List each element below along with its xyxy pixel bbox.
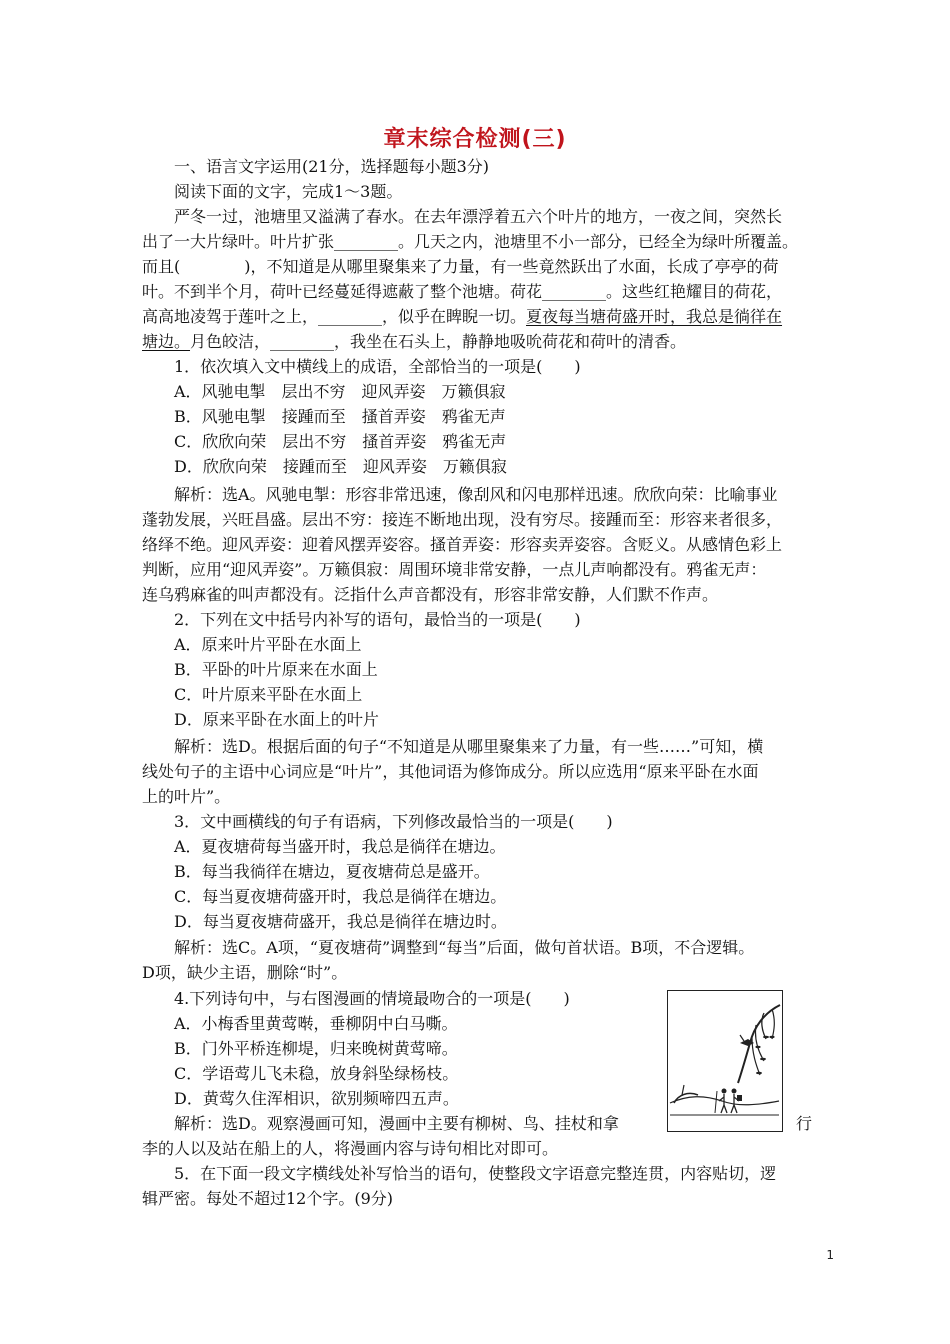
passage-line: 出了一大片绿叶。叶片扩张________。几天之内，池塘里不小一部分，已经全为绿叶所覆盖。 (142, 232, 799, 251)
question-3-analysis: D项，缺少主语，删除“时”。 (142, 963, 348, 982)
underlined-sentence-end: 塘边。 (142, 332, 191, 351)
willow-bird-travelers-icon (668, 991, 781, 1130)
question-1-analysis: 蓬勃发展，兴旺昌盛。层出不穷：接连不断地出现，没有穷尽。接踵而至：形容来者很多， (142, 510, 783, 529)
question-2-option-c: C．叶片原来平卧在水面上 (174, 685, 363, 704)
page-number: 1 (826, 1248, 834, 1262)
question-3-option-a: A．夏夜塘荷每当盛开时，我总是徜徉在塘边。 (174, 837, 506, 856)
question-3-option-c: C．每当夏夜塘荷盛开时，我总是徜徉在塘边。 (174, 887, 507, 906)
question-2-option-d: D．原来平卧在水面上的叶片 (174, 710, 379, 729)
question-3-stem: 3．文中画横线的句子有语病，下列修改最恰当的一项是( ) (174, 812, 613, 831)
question-1-analysis: 判断，应用“迎风弄姿”。万籁俱寂：周围环境非常安静，一点儿声响都没有。鸦雀无声： (142, 560, 767, 579)
passage-line (142, 329, 686, 354)
reading-intro: 阅读下面的文字，完成1～3题。 (174, 182, 403, 201)
passage-line: 严冬一过，池塘里又溢满了春水。在去年漂浮着五六个叶片的地方，一夜之间，突然长 (174, 207, 783, 226)
page-title: 章末综合检测(三) (383, 127, 567, 152)
cartoon-illustration (667, 990, 783, 1132)
passage-line: 叶。不到半个月，荷叶已经蔓延得遮蔽了整个池塘。荷花________。这些红艳耀目的荷花， (142, 282, 783, 301)
question-1-option-b: B．风驰电掣 接踵而至 搔首弄姿 鸦雀无声 (174, 407, 506, 426)
question-1-analysis: 连乌鸦麻雀的叫声都没有。泛指什么声音都没有，形容非常安静，人们默不作声。 (142, 585, 719, 604)
question-4-option-c: C．学语莺儿飞未稳，放身斜坠绿杨枝。 (174, 1064, 459, 1083)
question-1-option-c: C．欣欣向荣 层出不穷 搔首弄姿 鸦雀无声 (174, 432, 507, 451)
passage-text: 月色皎洁，________，我坐在石头上，静静地吸吮荷花和荷叶的清香。 (190, 332, 687, 351)
question-2-analysis: 线处句子的主语中心词应是“叶片”，其他词语为修饰成分。所以应选用“原来平卧在水面 (142, 762, 759, 781)
question-5-stem: 5．在下面一段文字横线处补写恰当的语句，使整段文字语意完整连贯，内容贴切，逻 (174, 1164, 777, 1183)
question-4-stem: 4.下列诗句中，与右图漫画的情境最吻合的一项是( ) (174, 989, 570, 1008)
passage-line (142, 304, 782, 329)
question-2-analysis: 解析：选D。根据后面的句子“不知道是从哪里聚集来了力量，有一些……”可知，横 (174, 737, 764, 756)
question-1-analysis: 络绎不绝。迎风弄姿：迎着风摆弄姿容。搔首弄姿：形容卖弄姿容。含贬义。从感情色彩上 (142, 535, 783, 554)
question-4-option-a: A．小梅香里黄莺啭，垂柳阴中白马嘶。 (174, 1014, 458, 1033)
underlined-sentence: 夏夜每当塘荷盛开时，我总是徜徉在 (526, 307, 783, 326)
question-4-analysis-end: 行 (796, 1114, 813, 1133)
question-2-option-a: A．原来叶片平卧在水面上 (174, 635, 362, 654)
question-4-option-d: D．黄莺久住浑相识，欲别频啼四五声。 (174, 1089, 459, 1108)
question-4-option-b: B．门外平桥连柳堤，归来晚树黄莺啼。 (174, 1039, 458, 1058)
question-3-option-d: D．每当夏夜塘荷盛开，我总是徜徉在塘边时。 (174, 912, 507, 931)
question-1-option-a: A．风驰电掣 层出不穷 迎风弄姿 万籁俱寂 (174, 382, 506, 401)
question-2-analysis: 上的叶片”。 (142, 787, 231, 806)
question-1-option-d: D．欣欣向荣 接踵而至 迎风弄姿 万籁俱寂 (174, 457, 507, 476)
question-2-stem: 2．下列在文中括号内补写的语句，最恰当的一项是( ) (174, 610, 581, 629)
question-2-option-b: B．平卧的叶片原来在水面上 (174, 660, 378, 679)
question-3-option-b: B．每当我徜徉在塘边，夏夜塘荷总是盛开。 (174, 862, 490, 881)
passage-text: 高高地凌驾于莲叶之上，________，似乎在睥睨一切。 (142, 307, 527, 326)
question-4-analysis: 解析：选D。观察漫画可知，漫画中主要有柳树、鸟、挂杖和拿 (174, 1114, 619, 1133)
question-4-analysis: 李的人以及站在船上的人，将漫画内容与诗句相比对即可。 (142, 1139, 559, 1158)
section-heading: 一、语言文字运用(21分，选择题每小题3分) (174, 157, 490, 176)
question-3-analysis: 解析：选C。A项，“夏夜塘荷”调整到“每当”后面，做句首状语。B项，不合逻辑。 (174, 938, 755, 957)
question-5-stem: 辑严密。每处不超过12个字。(9分) (142, 1189, 394, 1208)
question-1-analysis: 解析：选A。风驰电掣：形容非常迅速，像刮风和闪电那样迅速。欣欣向荣：比喻事业 (174, 485, 778, 504)
passage-line: 而且( )，不知道是从哪里聚集来了力量，有一些竟然跃出了水面，长成了亭亭的荷 (142, 257, 779, 276)
question-1-stem: 1．依次填入文中横线上的成语，全部恰当的一项是( ) (174, 357, 581, 376)
